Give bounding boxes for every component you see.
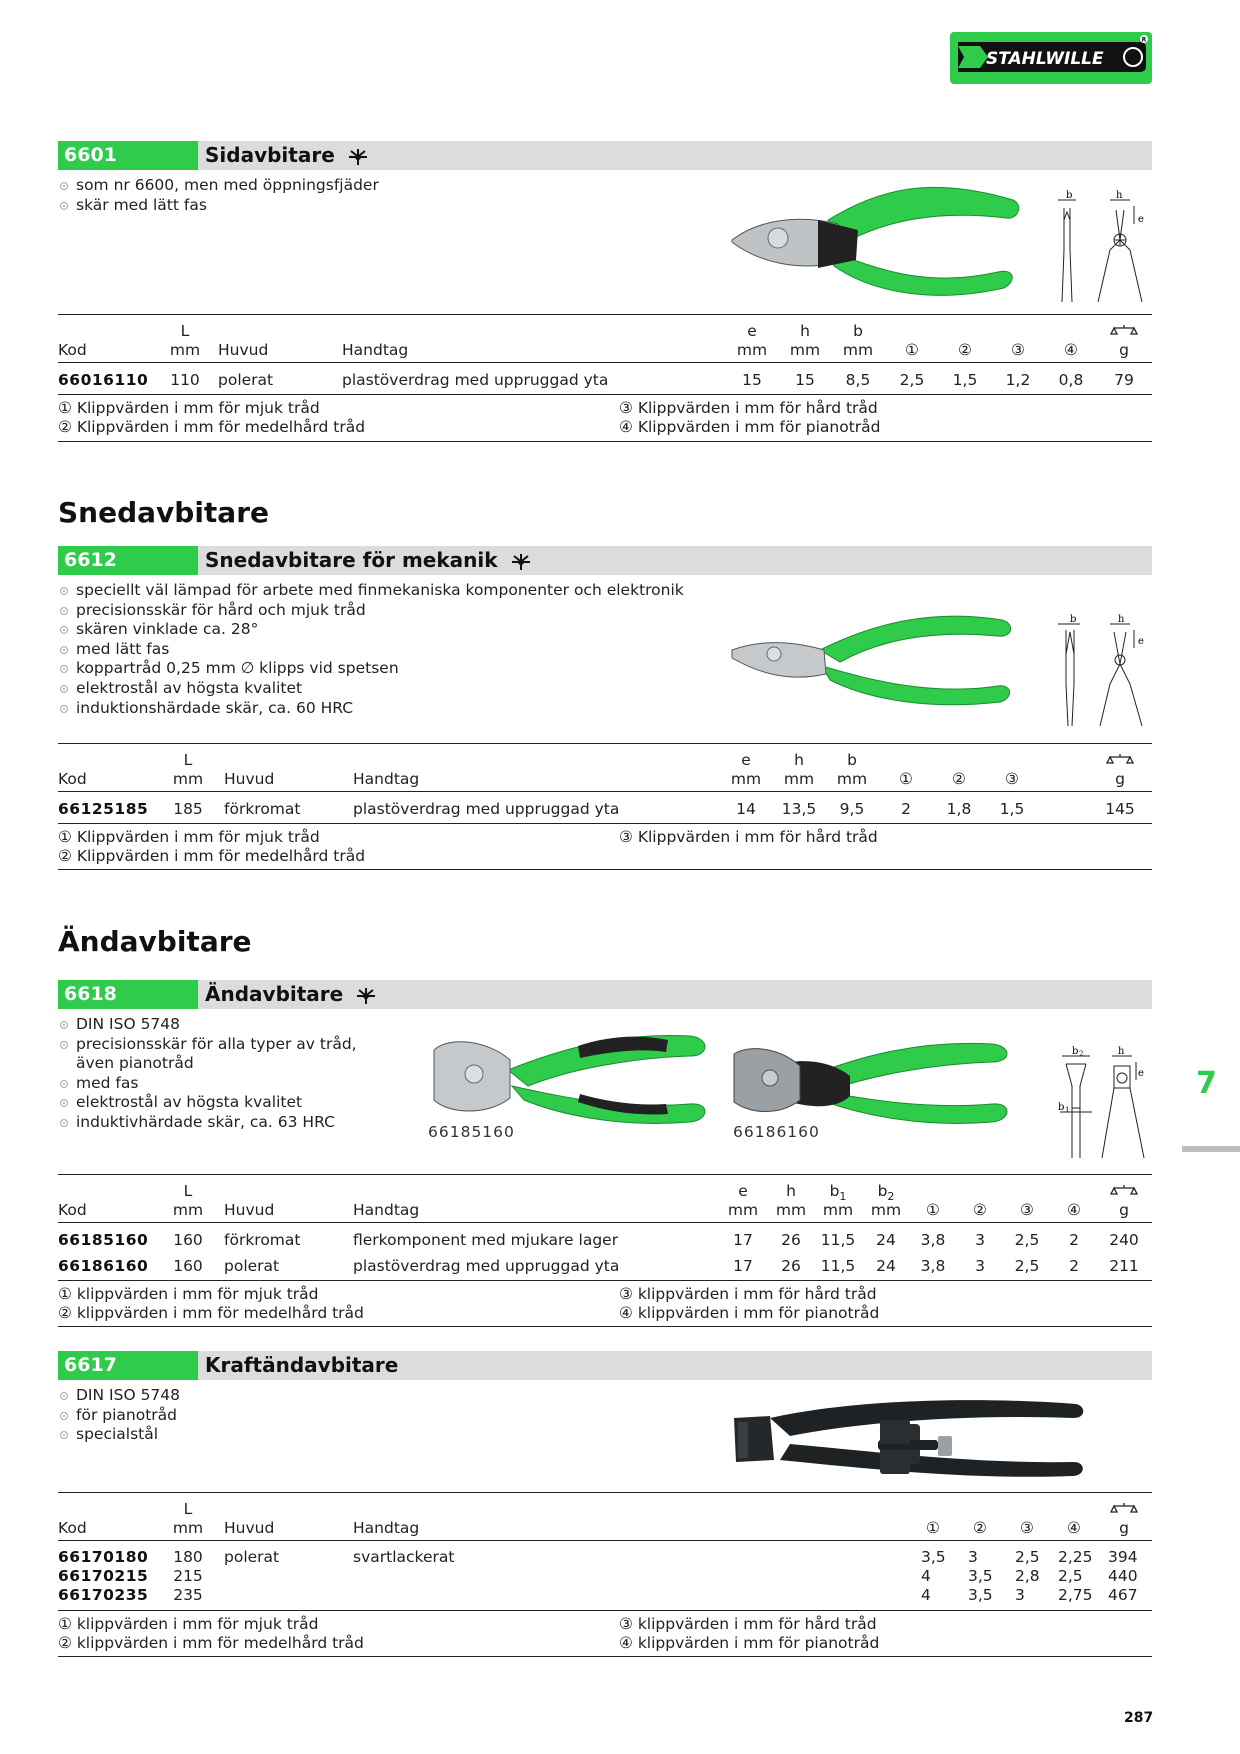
svg-text:1: 1 bbox=[1065, 1106, 1070, 1114]
section-header-6612 bbox=[58, 546, 1152, 575]
feature-item: med lätt fas bbox=[58, 640, 684, 660]
section-number: 6618 bbox=[58, 980, 198, 1009]
image-caption: 66185160 bbox=[428, 1123, 515, 1141]
category-heading: Ändavbitare bbox=[58, 925, 252, 958]
footnote: ④ klippvärden i mm för pianotråd bbox=[619, 1304, 880, 1322]
svg-text:R: R bbox=[1141, 36, 1147, 44]
section-title: Snedavbitare för mekanik bbox=[205, 548, 498, 572]
footnote: ① Klippvärden i mm för mjuk tråd bbox=[58, 399, 320, 417]
svg-text:2: 2 bbox=[1079, 1050, 1084, 1058]
svg-text:b: b bbox=[1072, 1046, 1079, 1057]
feature-item: DIN ISO 5748 bbox=[58, 1015, 357, 1035]
footnote: ② klippvärden i mm för medelhård tråd bbox=[58, 1304, 364, 1322]
footnote: ① Klippvärden i mm för mjuk tråd bbox=[58, 828, 320, 846]
svg-text:h: h bbox=[1116, 190, 1123, 201]
section-title: Ändavbitare bbox=[205, 982, 344, 1006]
feature-list-6618 bbox=[58, 1015, 357, 1133]
logo-text: STAHLWILLE bbox=[986, 49, 1104, 69]
svg-text:b: b bbox=[1070, 614, 1077, 625]
electronics-symbol-icon bbox=[346, 147, 370, 167]
weight-scale-icon bbox=[1110, 1502, 1138, 1516]
table-top-rule bbox=[58, 314, 1152, 315]
feature-item: DIN ISO 5748 bbox=[58, 1386, 180, 1406]
feature-list-6612 bbox=[58, 581, 684, 718]
svg-text:e: e bbox=[1138, 636, 1144, 647]
feature-item: med fas bbox=[58, 1074, 357, 1094]
footnote: ④ Klippvärden i mm för pianotråd bbox=[619, 418, 881, 436]
feature-item: specialstål bbox=[58, 1425, 180, 1445]
footnote: ③ klippvärden i mm för hård tråd bbox=[619, 1285, 877, 1303]
section-header-6601 bbox=[58, 141, 1152, 170]
chapter-tab-bar bbox=[1182, 1146, 1240, 1152]
feature-item: som nr 6600, men med öppningsfjäder bbox=[58, 176, 379, 196]
category-heading: Snedavbitare bbox=[58, 496, 269, 529]
section-header-6617 bbox=[58, 1351, 1152, 1380]
footnote: ② klippvärden i mm för medelhård tråd bbox=[58, 1634, 364, 1652]
feature-item: även pianotråd bbox=[76, 1054, 194, 1073]
feature-item: induktivhärdade skär, ca. 63 HRC bbox=[58, 1113, 357, 1133]
svg-text:h: h bbox=[1118, 614, 1125, 625]
electronics-symbol-icon bbox=[509, 552, 533, 572]
weight-scale-icon bbox=[1110, 324, 1138, 338]
footnote: ② Klippvärden i mm för medelhård tråd bbox=[58, 418, 366, 436]
weight-scale-icon bbox=[1110, 1184, 1138, 1198]
svg-text:e: e bbox=[1138, 1068, 1144, 1079]
weight-scale-icon bbox=[1106, 753, 1134, 767]
footnote: ④ klippvärden i mm för pianotråd bbox=[619, 1634, 880, 1652]
feature-item: för pianotråd bbox=[58, 1406, 180, 1426]
page-number: 287 bbox=[1124, 1710, 1154, 1726]
feature-item: precisionsskär för alla typer av tråd, bbox=[58, 1035, 357, 1055]
bolt-end-cutter-image bbox=[730, 1390, 1086, 1482]
feature-item: koppartråd 0,25 mm ∅ klipps vid spetsen bbox=[58, 659, 684, 679]
feature-item: precisionsskär för hård och mjuk tråd bbox=[58, 601, 684, 621]
technical-drawing bbox=[1046, 190, 1152, 302]
footnote: ③ Klippvärden i mm för hård tråd bbox=[619, 828, 878, 846]
technical-drawing bbox=[1046, 614, 1152, 726]
footnote: ② Klippvärden i mm för medelhård tråd bbox=[58, 847, 366, 865]
feature-list-6617 bbox=[58, 1386, 180, 1445]
feature-item: skären vinklade ca. 28° bbox=[58, 620, 684, 640]
feature-item: skär med lätt fas bbox=[58, 196, 379, 216]
feature-item: elektrostål av högsta kvalitet bbox=[58, 1093, 357, 1113]
footnote: ① klippvärden i mm för mjuk tråd bbox=[58, 1615, 319, 1633]
svg-text:e: e bbox=[1138, 214, 1144, 225]
end-cutter-image-66186160 bbox=[730, 1040, 1012, 1126]
feature-item: elektrostål av högsta kvalitet bbox=[58, 679, 684, 699]
side-cutter-image bbox=[728, 180, 1024, 306]
feature-item: speciellt väl lämpad för arbete med finmekaniska komponenter och elektronik bbox=[58, 581, 684, 601]
section-header-6618 bbox=[58, 980, 1152, 1009]
feature-list-6601 bbox=[58, 176, 379, 215]
svg-text:h: h bbox=[1118, 1046, 1125, 1057]
feature-item: induktionshärdade skär, ca. 60 HRC bbox=[58, 699, 684, 719]
section-number: 6612 bbox=[58, 546, 198, 575]
technical-drawing bbox=[1056, 1046, 1152, 1158]
svg-text:b: b bbox=[1058, 1102, 1065, 1113]
chapter-tab: 7 bbox=[1196, 1066, 1217, 1101]
electronics-symbol-icon bbox=[354, 986, 378, 1006]
footnote: ③ Klippvärden i mm för hård tråd bbox=[619, 399, 878, 417]
footnote: ③ klippvärden i mm för hård tråd bbox=[619, 1615, 877, 1633]
section-title: Sidavbitare bbox=[205, 143, 335, 167]
section-title: Kraftändavbitare bbox=[205, 1353, 399, 1377]
footnote: ① klippvärden i mm för mjuk tråd bbox=[58, 1285, 319, 1303]
svg-text:b: b bbox=[1066, 190, 1073, 201]
end-cutter-image-66185160 bbox=[428, 1030, 710, 1126]
section-number: 6601 bbox=[58, 141, 198, 170]
stahlwille-logo bbox=[950, 32, 1152, 84]
image-caption: 66186160 bbox=[733, 1123, 820, 1141]
section-number: 6617 bbox=[58, 1351, 198, 1380]
diagonal-cutter-image bbox=[730, 610, 1016, 708]
